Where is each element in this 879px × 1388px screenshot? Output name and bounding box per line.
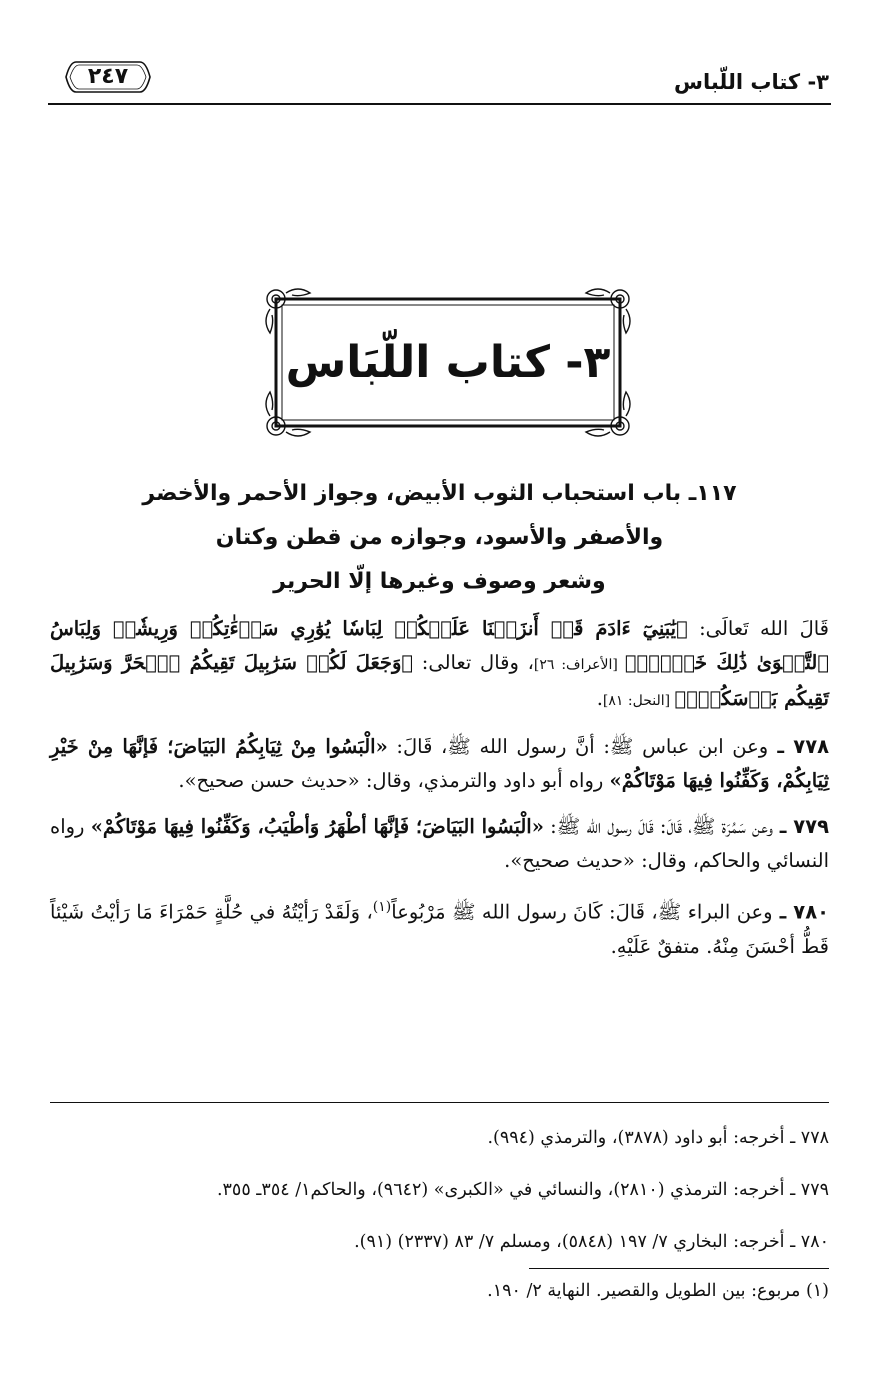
chapter-heading-line: والأصفر والأسود، وجوازه من قطن وكتان [215,525,664,550]
hadith-chain: وعن ابن عباس ﷺ: أنَّ رسول الله ﷺ، قَالَ: [387,735,769,758]
hadith-number: ٧٧٨ ـ [768,735,830,758]
chapter-heading [60,472,819,604]
chapter-heading-line: وشعر وصوف وغيرها إلّا الحرير [273,569,606,594]
verse-reference: [الأعراف: ٢٦] [533,657,625,673]
intro-end: . [596,687,603,710]
footnote-divider-short [529,1268,829,1269]
hadith-text: «الْبَسُوا البَيَاضَ؛ فَإنَّهَا أطْهَرُ وَأطْيَبُ، وَكَفِّنُوا فِيهَا مَوْتَاكُمْ» [90,815,544,838]
page-number-badge [62,58,154,96]
book-title: ٣- كتاب اللّبَاس [285,337,611,388]
title-frame [262,285,634,440]
page-number: ٢٤٧ [87,64,129,89]
hadith-number: ٧٨٠ ـ [772,900,830,924]
hadith-source: رواه النسائي والحاكم، وقال: «حديث صحيح». [50,815,829,872]
intro-connector: ، وقال تعالى: [413,651,534,674]
intro-lead: قَالَ الله تَعالَى: [687,617,830,640]
hadith-source: رواه أبو داود والترمذي، وقال: «حديث حسن صحيح». [178,769,610,792]
hadith-text: «الْبَسُوا مِنْ ثِيَابِكُمُ البَيَاضَ؛ فَإنَّهَا مِنْ خَيْرِ ثِيَابِكُمْ، وَكَفِّنُوا فِيهَا مَوْتَاكُمْ» [50,735,829,792]
footnote-marker[interactable]: (١) [372,899,392,915]
footnote-divider [50,1102,829,1103]
hadith-chain: وعن البراء ﷺ، قَالَ: كَانَ رسول الله ﷺ مَرْبُوعاً [391,900,773,924]
hadith-paragraph [50,890,829,964]
hadith-text: ، وَلَقَدْ رَأيْتُهُ في حُلَّةٍ حَمْرَاءَ مَا رَأيْتُ شَيْئاً قَطُّ أحْسَنَ مِنْهُ. متفقٌ عَلَيْهِ. [50,900,829,958]
takhrij-item: ٧٨٠ ـ أخرجه: البخاري ٧/ ١٩٧ (٥٨٤٨)، ومسلم ٧/ ٨٣ (٢٣٣٧) (٩١). [354,1232,829,1252]
quran-verse: ﴿وَجَعَلَ لَكُمۡ سَرَٰبِيلَ تَقِيكُمُ ٱلۡحَرَّ وَسَرَٰبِيلَ تَقِيكُم بَأۡسَكُمۡۚ﴾ [50,651,829,710]
hadith-paragraph [50,810,829,878]
main-text [50,612,829,976]
intro-paragraph [50,612,829,718]
running-head: ٣- كتاب اللّباس [673,70,829,94]
chapter-heading-line: ١١٧ـ باب استحباب الثوب الأبيض، وجواز الأحمر والأخضر [142,481,737,506]
quran-verse: ﴿يَٰبَنِيٓ ءَادَمَ قَدۡ أَنزَلۡنَا عَلَيۡكُمۡ لِبَاسٗا يُوَٰرِي سَوۡءَٰتِكُمۡ وَرِيشٗاۖ وَلِبَاسُ ٱلتَّقۡوَىٰ ذَٰلِكَ خَيۡرٞۚ﴾ [50,617,830,674]
hadith-chain: وعن سَمُرَة ﷺ، قَالَ: قَالَ رسول الله ﷺ: [543,815,773,838]
hadith-paragraph [50,730,829,798]
verse-reference: [النحل: ٨١] [602,693,675,709]
hadith-number: ٧٧٩ ـ [772,815,829,838]
footnote: (١) مربوع: بين الطويل والقصير. النهاية ٢/ ١٩٠. [487,1281,829,1301]
takhrij-list [50,1112,829,1268]
takhrij-item: ٧٧٨ ـ أخرجه: أبو داود (٣٨٧٨)، والترمذي (٩٩٤). [487,1128,829,1148]
header-rule [48,103,831,105]
takhrij-item: ٧٧٩ ـ أخرجه: الترمذي (٢٨١٠)، والنسائي في «الكبرى» (٩٦٤٢)، والحاكم١/ ٣٥٤ـ ٣٥٥. [216,1180,829,1200]
